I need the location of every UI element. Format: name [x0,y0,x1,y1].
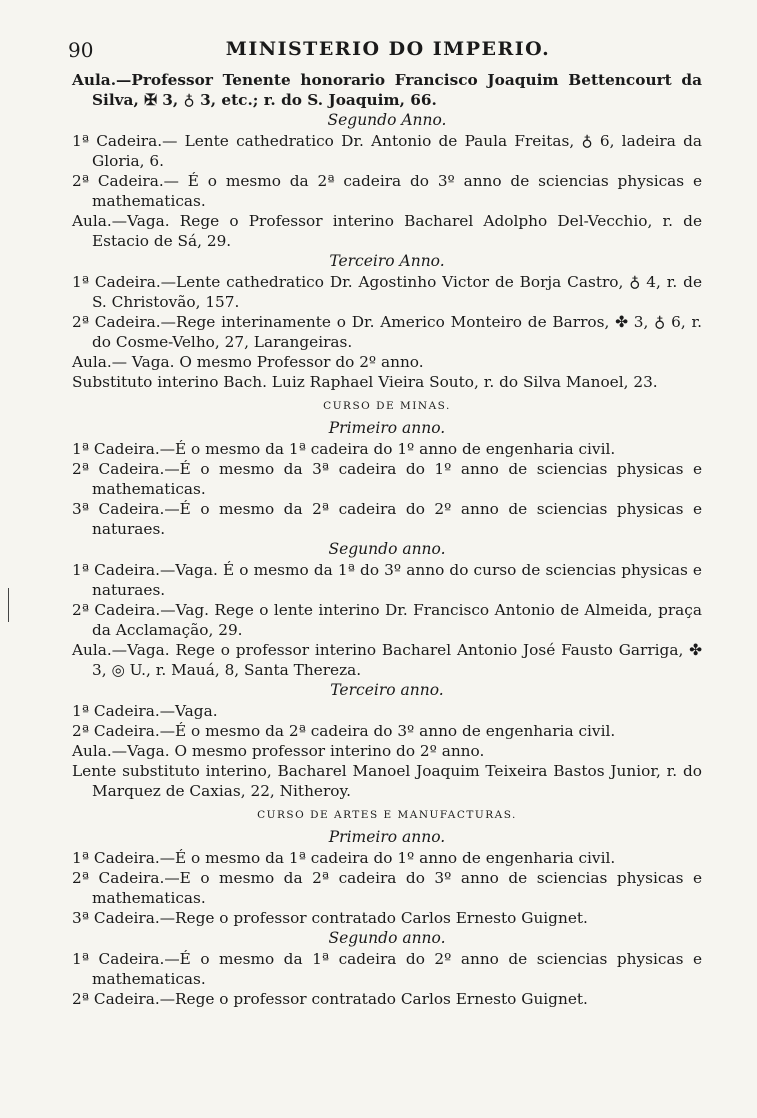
margin-mark [8,588,9,622]
document-body [72,70,702,1009]
entry-substituto: Substituto interino Bach. Luiz Raphael Vieira Souto, r. do Silva Manoel, 23. [72,373,658,391]
course-heading: CURSO DE ARTES E MANUFACTURAS. [257,809,517,821]
entry-cadeira: 1ª Cadeira.—Vaga. É o mesmo da 1ª do 3º anno do curso de sciencias physicas e naturaes. [72,561,702,599]
entry-aula: Aula.—Vaga. Rege o professor interino Bacharel Antonio José Fausto Garriga, ✤ 3, ◎ U., r. Mauá, 8, Santa Thereza. [72,641,702,679]
entry-aula: Aula.— Vaga. O mesmo Professor do 2º anno. [72,353,424,371]
entry-cadeira: 1ª Cadeira.—Lente cathedratico Dr. Agostinho Victor de Borja Castro, ♁ 4, r. de S. Christovão, 157. [72,273,702,311]
entry-cadeira: 2ª Cadeira.—Rege interinamente o Dr. Americo Monteiro de Barros, ✤ 3, ♁ 6, r. do Cosme-Velho, 27, Larangeiras. [72,313,702,351]
page-number: 90 [68,38,94,62]
entry-cadeira: 1ª Cadeira.—Vaga. [72,702,218,720]
entry-cadeira: 1ª Cadeira.—É o mesmo da 1ª cadeira do 1º anno de engenharia civil. [72,440,616,458]
entry-cadeira: 2ª Cadeira.—É o mesmo da 3ª cadeira do 1º anno de sciencias physicas e mathematicas. [72,460,702,498]
entry-cadeira: 1ª Cadeira.—É o mesmo da 1ª cadeira do 2º anno de sciencias physicas e mathematicas. [72,950,702,988]
section-heading-year: Segundo Anno. [327,111,447,129]
course-heading: CURSO DE MINAS. [323,400,451,412]
entry-aula-professor: Aula.—Professor Tenente honorario Francisco Joaquim Bettencourt da Silva, ✠ 3, ♁ 3, etc.; r. do S. Joaquim, 66. [72,71,702,109]
section-heading-year: Segundo anno. [328,540,446,558]
entry-aula: Aula.—Vaga. Rege o Professor interino Bacharel Adolpho Del-Vecchio, r. de Estacio de Sá, 29. [72,212,702,250]
section-heading-year: Primeiro anno. [328,828,446,846]
page-header [68,36,708,66]
section-heading-year: Segundo anno. [328,929,446,947]
entry-cadeira: 3ª Cadeira.—É o mesmo da 2ª cadeira do 2º anno de sciencias physicas e naturaes. [72,500,702,538]
entry-cadeira: 2ª Cadeira.—E o mesmo da 2ª cadeira do 3º anno de sciencias physicas e mathematicas. [72,869,702,907]
entry-cadeira: 2ª Cadeira.—Vag. Rege o lente interino Dr. Francisco Antonio de Almeida, praça da Acclamação, 29. [72,601,702,639]
entry-cadeira: 2ª Cadeira.—É o mesmo da 2ª cadeira do 3º anno de engenharia civil. [72,722,616,740]
entry-cadeira: 1ª Cadeira.—É o mesmo da 1ª cadeira do 1º anno de engenharia civil. [72,849,616,867]
entry-cadeira: 2ª Cadeira.— É o mesmo da 2ª cadeira do 3º anno de sciencias physicas e mathematicas. [72,172,702,210]
entry-lente-substituto: Lente substituto interino, Bacharel Manoel Joaquim Teixeira Bastos Junior, r. do Marquez de Caxias, 22, Nitheroy. [72,762,702,800]
entry-cadeira: 1ª Cadeira.— Lente cathedratico Dr. Antonio de Paula Freitas, ♁ 6, ladeira da Gloria, 6. [72,132,702,170]
entry-aula: Aula.—Vaga. O mesmo professor interino do 2º anno. [72,742,485,760]
section-heading-year: Terceiro Anno. [329,252,445,270]
running-title: MINISTERIO DO IMPERIO. [225,38,551,60]
entry-cadeira: 3ª Cadeira.—Rege o professor contratado Carlos Ernesto Guignet. [72,909,588,927]
entry-cadeira: 2ª Cadeira.—Rege o professor contratado Carlos Ernesto Guignet. [72,990,588,1008]
section-heading-year: Terceiro anno. [330,681,444,699]
section-heading-year: Primeiro anno. [328,419,446,437]
